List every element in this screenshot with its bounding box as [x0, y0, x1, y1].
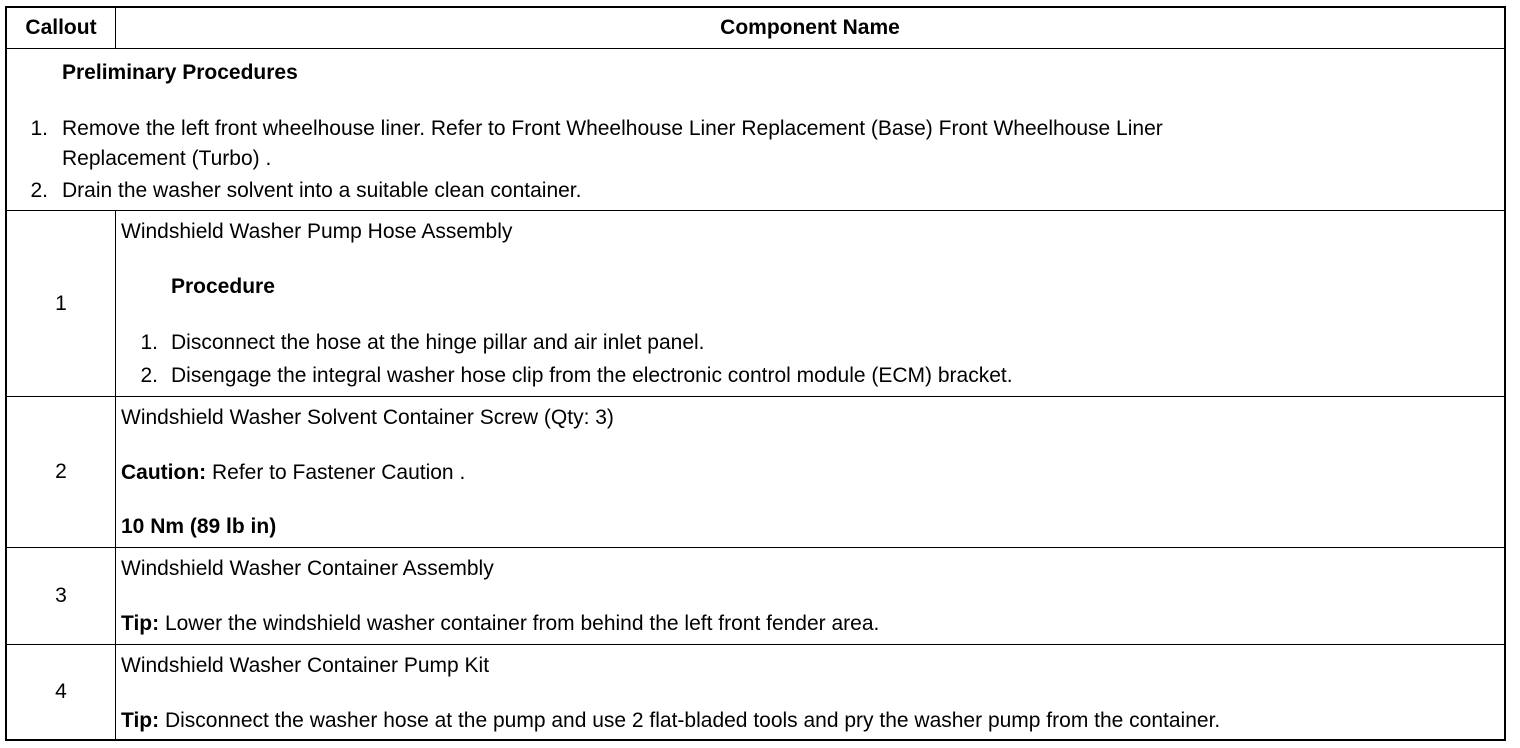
table-row [7, 645, 1504, 739]
preliminary-step-text: Drain the washer solvent into a suitable clean container. [62, 179, 582, 202]
component-name: Windshield Washer Container Assembly [121, 557, 494, 580]
component-cell [116, 211, 1504, 396]
component-cell [116, 548, 1504, 644]
preliminary-procedures-title: Preliminary Procedures [62, 61, 298, 84]
component-cell [116, 397, 1504, 547]
procedure-step-number: 1. [140, 331, 158, 354]
procedure-step-text: Disconnect the hose at the hinge pillar and air inlet panel. [171, 331, 705, 354]
tip-label: Tip: [121, 612, 160, 635]
callout-number: 4 [7, 645, 116, 739]
procedure-title: Procedure [171, 275, 275, 298]
tip-text: Disconnect the washer hose at the pump and use 2 flat-bladed tools and pry the washer pump from the container. [159, 709, 1221, 732]
component-table [5, 6, 1506, 741]
tip-note [121, 612, 879, 636]
callout-number: 3 [7, 548, 116, 644]
procedure-step-number: 2. [140, 364, 158, 387]
component-name: Windshield Washer Container Pump Kit [121, 654, 490, 677]
callout-column-header: Callout [7, 8, 116, 48]
procedure-step-text: Disengage the integral washer hose clip from the electronic control module (ECM) bracket. [171, 364, 1013, 387]
caution-text: Refer to Fastener Caution . [206, 461, 466, 484]
caution-note [121, 461, 465, 485]
table-row [7, 397, 1504, 548]
component-name-column-header: Component Name [720, 16, 900, 39]
preliminary-step-number: 1. [30, 117, 48, 140]
callout-number: 1 [7, 211, 116, 396]
torque-spec: 10 Nm (89 lb in) [121, 515, 277, 538]
preliminary-step-number: 2. [30, 179, 48, 202]
component-name: Windshield Washer Solvent Container Screw (Qty: 3) [121, 406, 614, 429]
table-header-row [7, 8, 1504, 49]
tip-note [121, 709, 1220, 733]
caution-label: Caution: [121, 461, 207, 484]
tip-text: Lower the windshield washer container from behind the left front fender area. [159, 612, 880, 635]
component-cell [116, 645, 1504, 739]
tip-label: Tip: [121, 709, 160, 732]
table-row [7, 211, 1504, 397]
preliminary-step-text-continued: Replacement (Turbo) . [62, 147, 272, 170]
preliminary-step-text: Remove the left front wheelhouse liner. Refer to Front Wheelhouse Liner Replacement (Base) Front Wheelhouse Liner [62, 117, 1163, 140]
callout-number: 2 [7, 397, 116, 547]
component-name: Windshield Washer Pump Hose Assembly [121, 220, 513, 243]
table-row [7, 548, 1504, 645]
preliminary-procedures-row [7, 49, 1504, 211]
